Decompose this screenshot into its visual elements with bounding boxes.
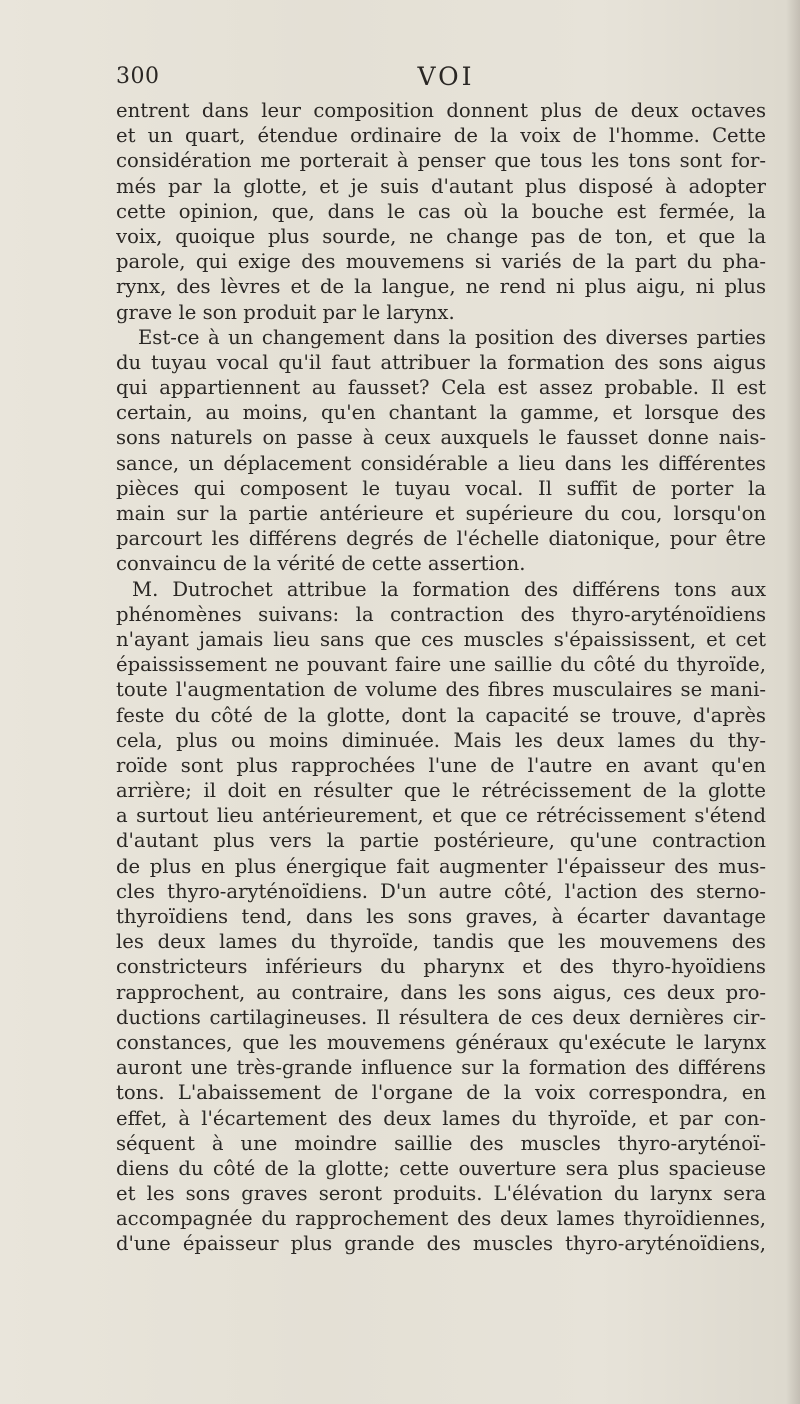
text-line: a surtout lieu antérieurement, et que ce rétrécissement s'étend [116,804,766,828]
text-line: constances, que les mouvemens généraux qu'exécute le larynx [116,1030,766,1054]
text-line: toute l'augmentation de volume des fibres musculaires se mani- [116,678,766,702]
text-line: séquent à une moindre saillie des muscles thyro-aryténoï- [116,1131,766,1155]
text-line: sance, un déplacement considérable a lieu dans les différentes [116,451,766,475]
text-line: et les sons graves seront produits. L'élévation du larynx sera [116,1182,766,1206]
text-line: épaississement ne pouvant faire une saillie du côté du thyroïde, [116,653,766,677]
running-head: VOI [417,62,475,91]
text-line: qui appartiennent au fausset? Cela est assez probable. Il est [116,376,766,400]
text-line: accompagnée du rapprochement des deux lames thyroïdiennes, [116,1207,766,1231]
text-line: rynx, des lèvres et de la langue, ne rend ni plus aigu, ni plus [116,275,766,299]
text-line: parole, qui exige des mouvemens si variés de la part du pha- [116,250,766,274]
page-header [116,64,776,94]
text-line: thyroïdiens tend, dans les sons graves, à écarter davantage [116,905,766,928]
text-line: d'autant plus vers la partie postérieure, qu'une contraction [116,829,766,853]
text-line: parcourt les différens degrés de l'échelle diatonique, pour être [116,527,766,551]
text-line: feste du côté de la glotte, dont la capacité se trouve, d'après [116,703,766,727]
text-line: main sur la partie antérieure et supérieure du cou, lorsqu'on [116,502,766,525]
text-line: pièces qui composent le tuyau vocal. Il suffit de porter la [116,476,766,500]
text-line: effet, à l'écartement des deux lames du thyroïde, et par con- [116,1106,766,1130]
text-line: voix, quoique plus sourde, ne change pas de ton, et que la [116,224,766,248]
text-line: du tuyau vocal qu'il faut attribuer la formation des sons aigus [116,350,766,374]
text-line: rapprochent, au contraire, dans les sons aigus, ces deux pro- [116,980,766,1004]
body-text [116,98,766,1257]
paragraph-start-line: Est-ce à un changement dans la position des diverses parties [138,325,766,349]
text-line: cela, plus ou moins diminuée. Mais les deux lames du thy- [116,728,766,752]
paragraph-end-line: grave le son produit par le larynx. [116,300,455,324]
text-line: les deux lames du thyroïde, tandis que les mouvemens des [116,930,766,954]
text-line: et un quart, étendue ordinaire de la voix de l'homme. Cette [116,124,766,148]
text-line: considération me porterait à penser que tous les tons sont for- [116,149,766,173]
text-line: roïde sont plus rapprochées l'une de l'autre en avant qu'en [116,753,766,777]
text-line: d'une épaisseur plus grande des muscles thyro-aryténoïdiens, [116,1232,766,1256]
paragraph-start-line: M. Dutrochet attribue la formation des différens tons aux [132,577,766,601]
text-line: cette opinion, que, dans le cas où la bouche est fermée, la [116,199,766,223]
text-line: diens du côté de la glotte; cette ouverture sera plus spacieuse [116,1156,766,1180]
text-line: més par la glotte, et je suis d'autant plus disposé à adopter [116,174,766,198]
text-line: arrière; il doit en résulter que le rétrécissement de la glotte [116,779,766,803]
text-line: sons naturels on passe à ceux auxquels le fausset donne nais- [116,426,766,450]
text-line: entrent dans leur composition donnent plus de deux octaves [116,99,766,122]
text-line: cles thyro-aryténoïdiens. D'un autre côté, l'action des sterno- [116,879,766,903]
text-line: constricteurs inférieurs du pharynx et des thyro-hyoïdiens [116,955,766,979]
paragraph-end-line: convaincu de la vérité de cette assertion. [116,552,526,576]
text-line: auront une très-grande influence sur la formation des différens [116,1056,766,1080]
text-line: de plus en plus énergique fait augmenter l'épaisseur des mus- [116,854,766,878]
text-line: ductions cartilagineuses. Il résultera de ces deux dernières cir- [116,1005,766,1029]
text-line: phénomènes suivans: la contraction des thyro-aryténoïdiens [116,602,766,626]
text-line: n'ayant jamais lieu sans que ces muscles s'épaississent, et cet [116,627,766,651]
page-number: 300 [116,64,160,89]
text-line: certain, au moins, qu'en chantant la gamme, et lorsque des [116,401,766,425]
text-line: tons. L'abaissement de l'organe de la voix correspondra, en [116,1081,766,1105]
